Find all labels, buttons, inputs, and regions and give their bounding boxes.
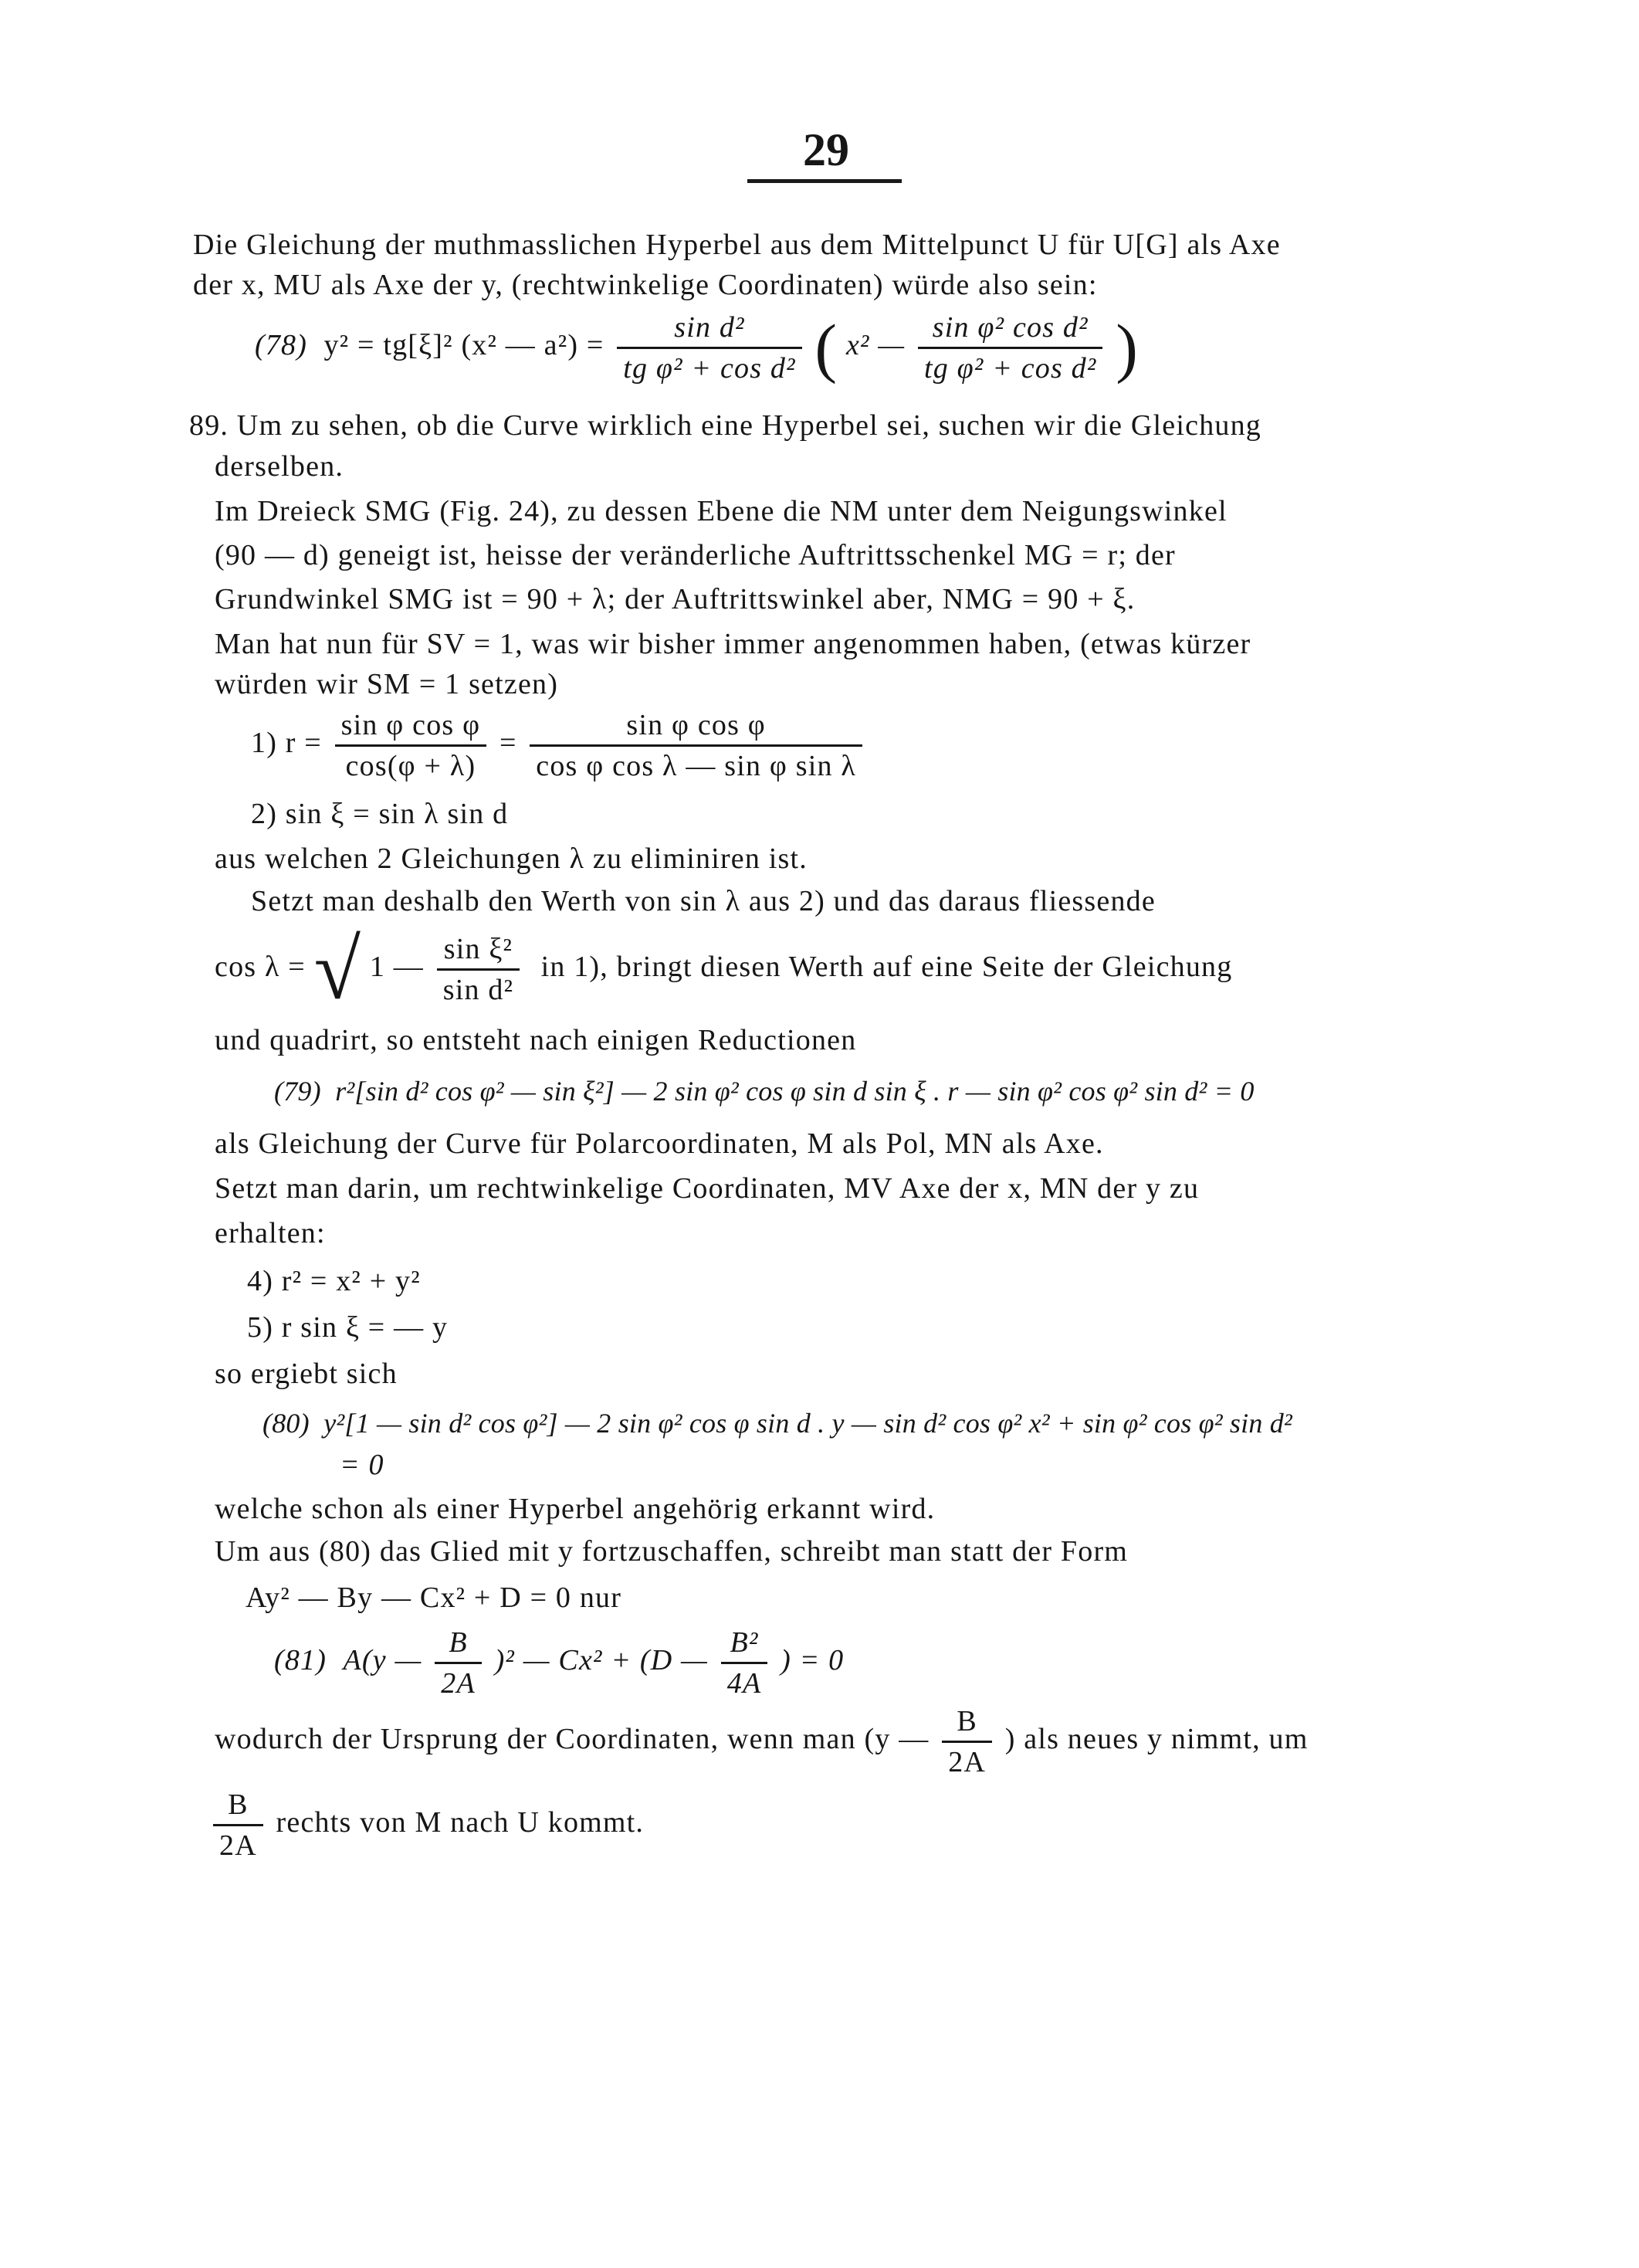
text-line: Um aus (80) das Glied mit y fortzuschaffen, schreibt man statt der Form [215,1535,1129,1568]
equation-part: 1) r = [251,727,322,760]
text-line: und quadrirt, so entsteht nach einigen Reductionen [215,1024,857,1056]
fraction-numerator: sin d² [617,313,801,349]
right-paren: ) [1116,310,1140,385]
fraction-numerator: B [435,1628,482,1664]
text-line: derselben. [215,450,344,483]
fraction-denominator: cos(φ + λ) [345,750,476,782]
fraction-numerator: B [942,1707,992,1743]
text-line: Grundwinkel SMG ist = 90 + λ; der Auftrittswinkel aber, NMG = 90 + ξ. [215,583,1136,615]
fraction-denominator: sin d² [442,974,514,1006]
fraction-numerator: B [213,1790,263,1826]
text-line: erhalten: [215,1217,326,1249]
equation-part: A(y — [343,1644,422,1677]
fraction [942,1707,992,1777]
fraction-numerator: B² [721,1628,768,1664]
equation-part: y²[1 — sin d² cos φ²] — 2 sin φ² cos φ sin d . y — sin d² cos φ² x² + sin φ² cos φ² sin d² [323,1408,1292,1439]
equation-2: 2) sin ξ = sin λ sin d [251,798,509,830]
text-line: welche schon als einer Hyperbel angehörig erkannt wird. [215,1493,936,1525]
fraction-denominator: 2A [441,1667,476,1700]
equation-label: (78) [255,329,308,362]
equation-79 [274,1077,1255,1105]
equation-label: (81) [274,1644,327,1677]
fraction [617,313,801,383]
text-part: wodurch der Ursprung der Coordinaten, wenn man (y — [215,1723,930,1756]
equation-cos-lambda [215,922,1233,1017]
fraction-denominator: cos φ cos λ — sin φ sin λ [536,750,856,782]
equation-part: x² — [845,329,906,362]
fraction [437,934,520,1005]
text-line: Man hat nun für SV = 1, was wir bisher immer angenommen haben, (etwas kürzer [215,628,1251,660]
text-part: ) als neues y nimmt, um [1004,1723,1309,1756]
fraction [530,710,862,781]
sqrt-sign: √ [313,922,362,1017]
text-line: (90 — d) geneigt ist, heisse der veränderliche Auftrittsschenkel MG = r; der [215,539,1176,571]
text-line [208,1790,644,1860]
fraction-denominator: 4A [726,1667,762,1700]
equation-5: 5) r sin ξ = — y [247,1311,449,1344]
text-line: Im Dreieck SMG (Fig. 24), zu dessen Ebene die NM unter dem Neigungswinkel [215,495,1228,527]
text-line: würden wir SM = 1 setzen) [215,668,559,700]
fraction [213,1790,263,1860]
text-line: Die Gleichung der muthmasslichen Hyperbel aus dem Mittelpunct U für U[G] als Axe [193,229,1281,261]
equation-80-end: = 0 [340,1449,384,1481]
fraction-numerator: sin φ cos φ [530,710,862,747]
fraction-denominator: 2A [219,1829,257,1862]
equation-80 [262,1409,1292,1437]
fraction-numerator: sin ξ² [437,934,520,971]
page-number: 29 [803,124,849,175]
text-line: als Gleichung der Curve für Polarcoordinaten, M als Pol, MN als Axe. [215,1127,1104,1160]
equation-part: r²[sin d² cos φ² — sin ξ²] — 2 sin φ² cos φ sin d sin ξ . r — sin φ² cos φ² sin d² = 0 [335,1076,1255,1107]
fraction-denominator: tg φ² + cos d² [924,352,1097,385]
left-paren: ( [814,310,838,385]
equation-1 [251,710,867,781]
text-part: rechts von M nach U kommt. [276,1806,645,1839]
fraction [721,1628,768,1698]
equation-part: cos λ = [215,951,306,984]
fraction-numerator: sin φ cos φ [335,710,487,747]
equation-label: (80) [262,1408,310,1439]
text-line: Setzt man darin, um rechtwinkelige Coordinaten, MV Axe der x, MN der y zu [215,1172,1200,1205]
text-line: der x, MU als Axe der y, (rechtwinkelige Coordinaten) würde also sein: [193,269,1098,301]
text-line [215,1707,1309,1777]
fraction [335,710,487,781]
text-line: Setzt man deshalb den Werth von sin λ aus 2) und das daraus fliessende [251,885,1156,917]
page-number-rule [747,179,902,183]
equation-part: y² = tg[ξ]² (x² — a²) = [323,329,604,362]
fraction-denominator: tg φ² + cos d² [623,352,796,385]
equation-form: Ay² — By — Cx² + D = 0 nur [246,1581,622,1614]
equation-label: (79) [274,1076,321,1107]
equation-81 [274,1628,844,1698]
equation-78 [255,310,1140,385]
equation-part: )² — Cx² + (D — [494,1644,709,1677]
equation-4: 4) r² = x² + y² [247,1265,421,1297]
text-line: so ergiebt sich [215,1358,398,1390]
text-line: aus welchen 2 Gleichungen λ zu eliminiren ist. [215,842,808,875]
fraction [435,1628,482,1698]
fraction [918,313,1102,383]
fraction-denominator: 2A [948,1746,987,1778]
fraction-numerator: sin φ² cos d² [918,313,1102,349]
text-line: 89. Um zu sehen, ob die Curve wirklich eine Hyperbel sei, suchen wir die Gleichung [189,409,1261,442]
equation-part: in 1), bringt diesen Werth auf eine Seite der Gleichung [540,951,1233,984]
equation-part: 1 — [369,951,425,984]
equation-part: = [499,727,517,760]
equation-part: ) = 0 [781,1644,845,1677]
